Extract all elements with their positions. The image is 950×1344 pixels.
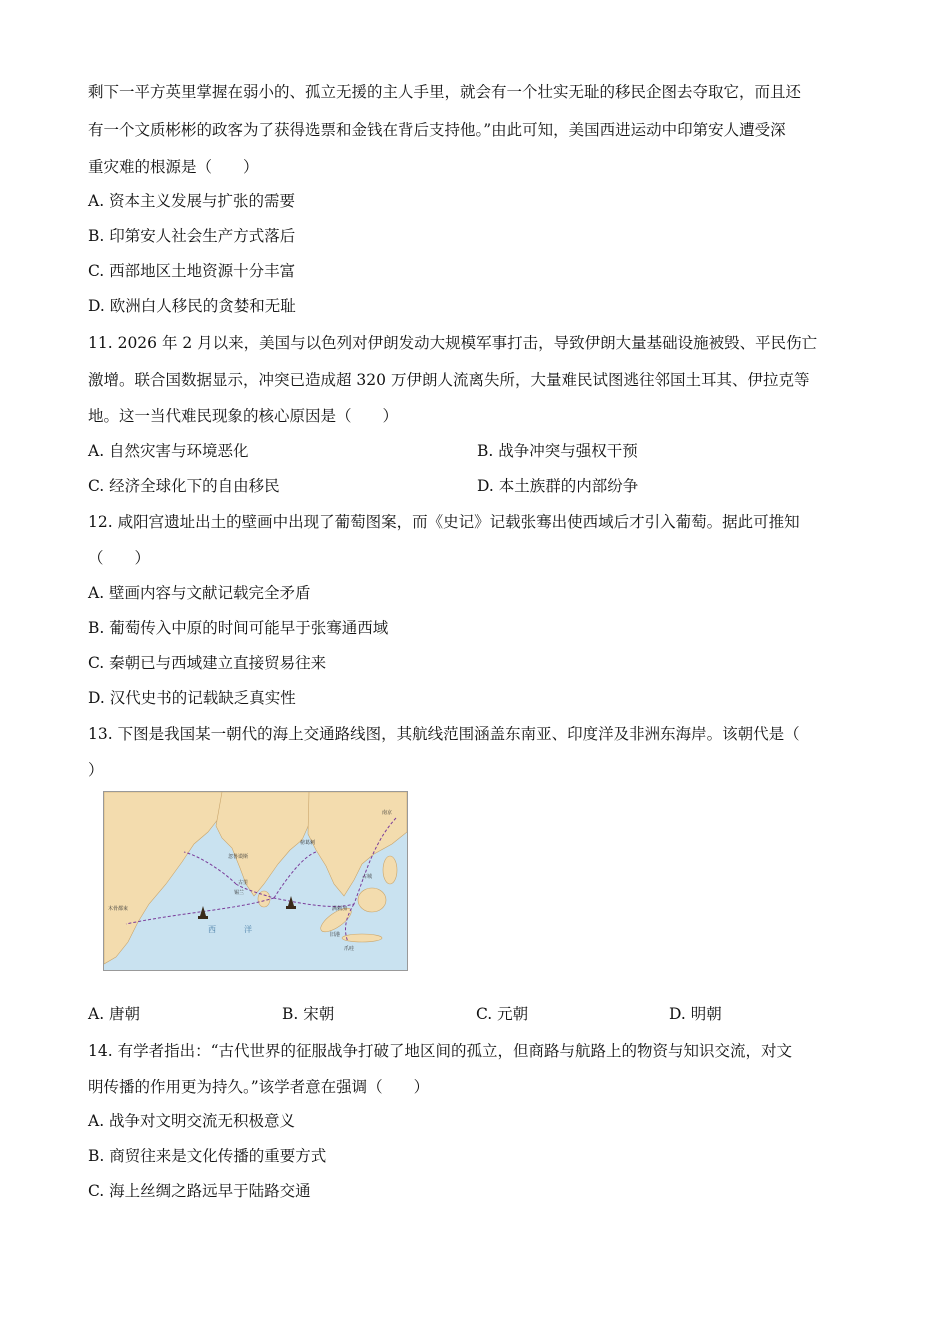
- philippines-land: [383, 856, 397, 884]
- q11-stem-line-1: 11. 2026 年 2 月以来，美国与以色列对伊朗发动大规模军事打击，导致伊朗大量基础设施被毁、平民伤亡: [88, 334, 818, 352]
- map-label: 满剌加: [332, 906, 348, 912]
- q10-option-c: C. 西部地区土地资源十分丰富: [88, 262, 296, 280]
- q14-stem-line-2: 明传播的作用更为持久。”该学者意在强调（ ）: [88, 1078, 430, 1096]
- q10-option-b: B. 印第安人社会生产方式落后: [88, 227, 296, 245]
- map-sea-label: 洋: [244, 925, 252, 934]
- q11-option-d: D. 本土族群的内部纷争: [477, 477, 639, 495]
- q12-stem-line-2: （ ）: [88, 549, 151, 567]
- q11-option-a: A. 自然灾害与环境恶化: [88, 442, 249, 460]
- q10-stem-line-3: 重灾难的根源是（ ）: [88, 158, 259, 176]
- q10-option-a: A. 资本主义发展与扩张的需要: [88, 192, 296, 210]
- map-label: 木骨都束: [108, 906, 129, 912]
- map-label: 古里: [238, 880, 249, 886]
- q13-option-d: D. 明朝: [669, 1005, 722, 1023]
- map-sea-label: 西: [208, 925, 216, 934]
- q13-option-b: B. 宋朝: [282, 1005, 335, 1023]
- q13-stem-line-2: ）: [88, 761, 104, 779]
- map-label: 忽鲁谟斯: [228, 854, 249, 860]
- q13-option-a: A. 唐朝: [88, 1005, 141, 1023]
- q12-option-d: D. 汉代史书的记载缺乏真实性: [88, 689, 296, 707]
- q12-option-c: C. 秦朝已与西域建立直接贸易往来: [88, 654, 327, 672]
- q14-option-a: A. 战争对文明交流无积极意义: [88, 1112, 296, 1130]
- map-label: 锡兰: [234, 890, 245, 896]
- map-label: 爪哇: [344, 946, 355, 952]
- q10-stem-line-1: 剩下一平方英里掌握在弱小的、孤立无援的主人手里，就会有一个壮实无耻的移民企图去夺取它，而且还: [88, 83, 802, 101]
- sea-route-map: [103, 791, 408, 971]
- q10-stem-line-2: 有一个文质彬彬的政客为了获得选票和金钱在背后支持他。”由此可知，美国西进运动中印第安人遭受深: [88, 121, 786, 139]
- q11-option-b: B. 战争冲突与强权干预: [477, 442, 638, 460]
- borneo-land: [358, 888, 386, 912]
- q14-option-b: B. 商贸往来是文化传播的重要方式: [88, 1147, 327, 1165]
- q11-stem-line-3: 地。这一当代难民现象的核心原因是（ ）: [88, 407, 399, 425]
- q13-option-c: C. 元朝: [476, 1005, 529, 1023]
- map-label: 旧港: [330, 932, 341, 938]
- q13-stem-line-1: 13. 下图是我国某一朝代的海上交通路线图，其航线范围涵盖东南亚、印度洋及非洲东海岸。该朝代是（: [88, 725, 800, 743]
- q14-stem-line-1: 14. 有学者指出：“古代世界的征服战争打破了地区间的孤立，但商路与航路上的物资与知识交流，对文: [88, 1042, 793, 1060]
- q11-option-c: C. 经济全球化下的自由移民: [88, 477, 280, 495]
- java-land: [342, 934, 382, 942]
- q10-option-d: D. 欧洲白人移民的贪婪和无耻: [88, 297, 296, 315]
- map-label: 榜葛剌: [300, 840, 316, 846]
- map-label: 南京: [382, 810, 393, 816]
- q12-option-b: B. 葡萄传入中原的时间可能早于张骞通西域: [88, 619, 389, 637]
- q12-option-a: A. 壁画内容与文献记载完全矛盾: [88, 584, 311, 602]
- q14-option-c: C. 海上丝绸之路远早于陆路交通: [88, 1182, 311, 1200]
- map-label: 占城: [362, 874, 373, 880]
- q12-stem-line-1: 12. 咸阳宫遗址出土的壁画中出现了葡萄图案，而《史记》记载张骞出使西域后才引入葡萄。据此可推知: [88, 513, 800, 531]
- q11-stem-line-2: 激增。联合国数据显示，冲突已造成超 320 万伊朗人流离失所，大量难民试图逃往邻国土耳其、伊拉克等: [88, 371, 810, 389]
